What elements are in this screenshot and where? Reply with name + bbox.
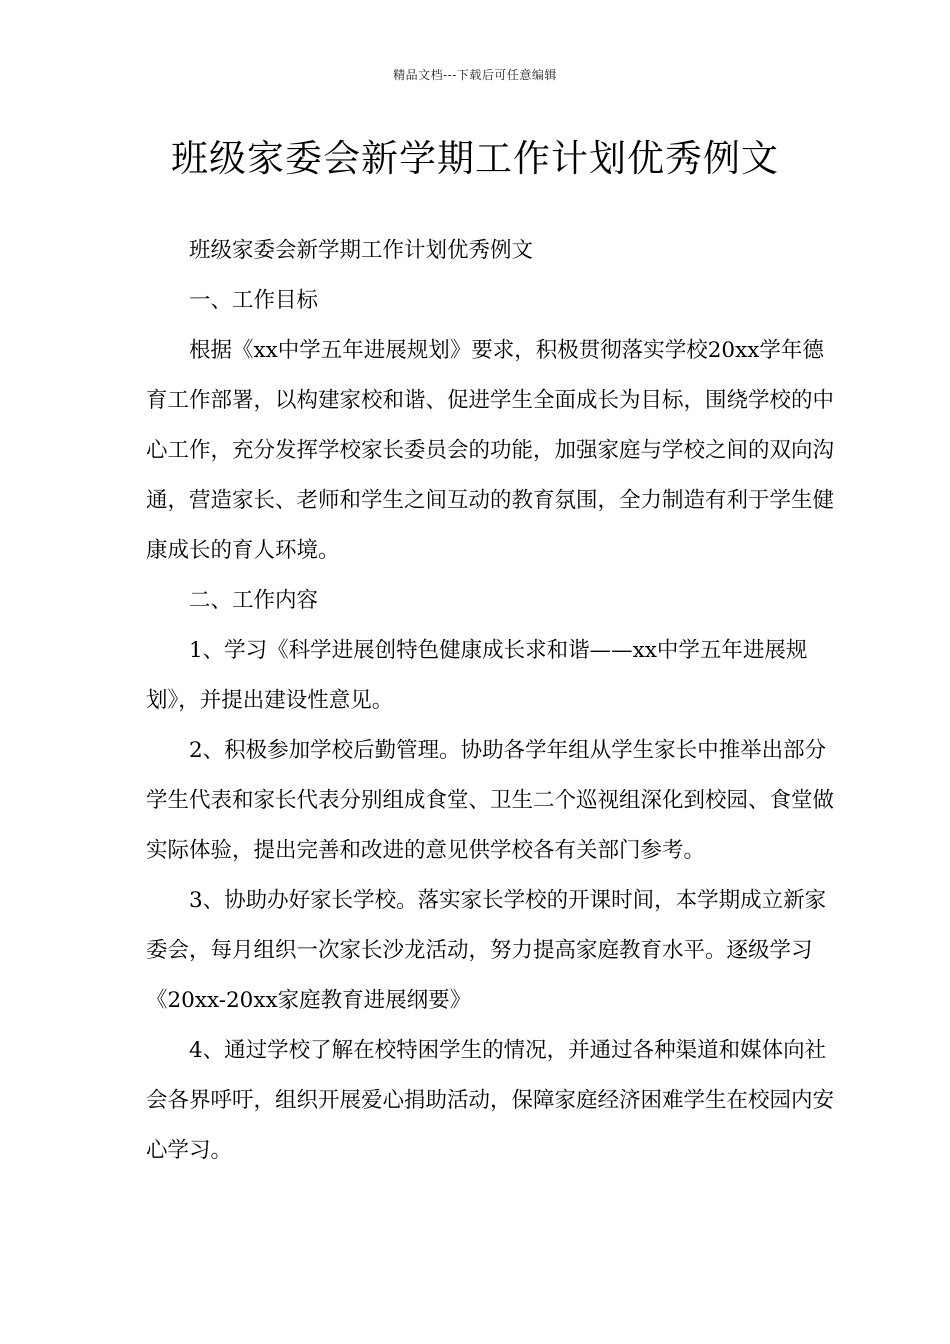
document-title: 班级家委会新学期工作计划优秀例文 — [171, 137, 779, 180]
paragraph-item-2: 2、积极参加学校后勤管理。协助各学年组从学生家长中推举出部分学生代表和家长代表分别组成食堂、卫生二个巡视组深化到校园、食堂做实际体验，提出完善和改进的意见供学校各有关部门参考。 — [146, 738, 835, 863]
section-heading-goals: 一、工作目标 — [189, 288, 319, 313]
section-heading-content: 二、工作内容 — [189, 588, 319, 613]
body-subtitle: 班级家委会新学期工作计划优秀例文 — [189, 238, 534, 263]
paragraph-item-3: 3、协助办好家长学校。落实家长学校的开课时间，本学期成立新家委会，每月组织一次家长沙龙活动，努力提高家庭教育水平。逐级学习《20xx-20xx家庭教育进展纲要》 — [146, 888, 827, 1013]
paragraph-item-1: 1、学习《科学进展创特色健康成长求和谐——xx中学五年进展规划》，并提出建设性意见。 — [146, 638, 808, 713]
header-note: 精品文档---下载后可任意编辑 — [393, 68, 557, 82]
paragraph-item-4: 4、通过学校了解在校特困学生的情况，并通过各种渠道和媒体向社会各界呼吁，组织开展爱心捐助活动，保障家庭经济困难学生在校园内安心学习。 — [146, 1038, 835, 1163]
document-body — [146, 226, 836, 1176]
paragraph-goals: 根据《xx中学五年进展规划》要求，积极贯彻落实学校20xx学年德育工作部署，以构建家校和谐、促进学生全面成长为目标，围绕学校的中心工作，充分发挥学校家长委员会的功能，加强家庭与学校之间的双向沟通，营造家长、老师和学生之间互动的教育氛围，全力制造有利于学生健康成长的育人环境。 — [146, 338, 835, 563]
